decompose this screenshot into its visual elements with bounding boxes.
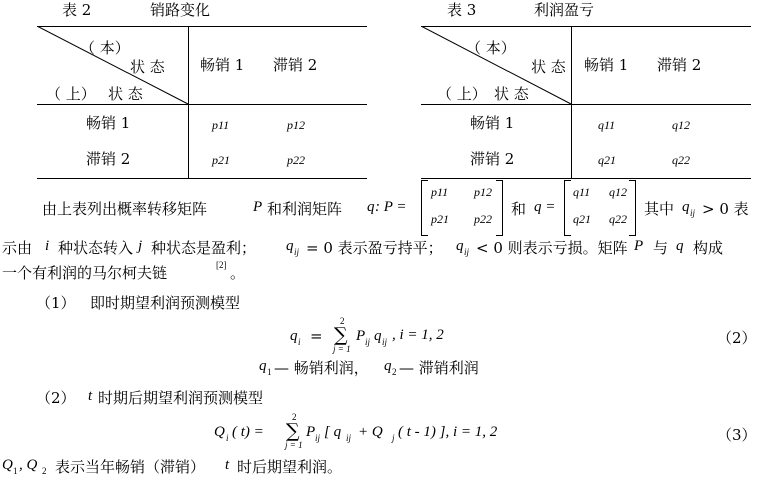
eq2-sum-top: 2 (340, 316, 345, 326)
table3-caption-title: 利润盈亏 (534, 1, 595, 19)
eq3-body2: + Q (358, 424, 383, 440)
para2-q1-sub: ij (294, 247, 300, 257)
eq2-tail: , i = 1, 2 (392, 327, 444, 343)
eq3-body-sub: ij (346, 433, 352, 443)
matrix-q-22: q22 (609, 212, 627, 226)
para1-text-c: 其中 (644, 200, 675, 218)
last-Q1: Q (2, 457, 13, 473)
section1-title: 即时期望利润预测模型 (90, 294, 241, 312)
eq2-q: q (374, 328, 382, 344)
table2-head-shang: （ 上） (46, 85, 96, 103)
table2-caption-title: 销路变化 (150, 1, 211, 19)
para2-text-b: 种状态转入 (58, 239, 134, 257)
eq3-number: （3） (717, 426, 757, 444)
matrix-q-12: q12 (609, 185, 627, 199)
matrix-p-21: p21 (431, 212, 449, 226)
last-t: t (225, 457, 230, 473)
table3-cell-q21: q21 (598, 153, 616, 167)
eq2-eq: = (310, 327, 323, 345)
para2-P: P (634, 238, 644, 254)
table3-cell-q12: q12 (672, 118, 690, 132)
table3-cell-q22: q22 (672, 153, 690, 167)
eq2-q-sub: ij (382, 337, 388, 347)
eq2-note-b: — 滞销利润 (399, 359, 479, 377)
para2-q2-sub: ij (464, 247, 470, 257)
para2-text-e: < 0 则表示亏损。矩阵 (476, 239, 628, 257)
para1-cond-sub: ij (690, 208, 696, 218)
table3-col2: 滞销 2 (657, 56, 702, 74)
matrix-q-11: q11 (573, 185, 591, 199)
eq2-number: （2） (717, 329, 757, 347)
table3-col1: 畅销 1 (584, 56, 629, 74)
para1-cond-q: q (682, 199, 690, 215)
para2-i: i (45, 238, 50, 254)
eq2-note-q1: q (259, 358, 267, 374)
para1-and: 和 (511, 200, 527, 218)
para1-text-b: 和利润矩阵 (267, 200, 343, 218)
para1-cond-rest: > 0 表 (702, 200, 749, 218)
last-text-a: 表示当年畅销（滞销） (55, 458, 206, 476)
table2-caption-no: 表 2 (62, 1, 92, 19)
eq3-body2-sub: j (392, 433, 395, 443)
table3-head-ben: （ 本） (466, 39, 516, 57)
para3-ref: [2] (216, 260, 227, 270)
para2-text-a: 示由 (2, 239, 33, 257)
eq3-body: [ q (324, 424, 342, 440)
table3-head-state-top: 状 态 (531, 58, 566, 76)
table2-row2: 滞销 2 (86, 150, 131, 168)
eq2-lhs-sub: i (298, 337, 301, 347)
eq3-sigma: ∑ (286, 420, 300, 442)
eq2-note-q1-sub: 1 (267, 367, 272, 377)
para2-text-g: 构成 (693, 239, 724, 257)
eq3-sum-top: 2 (292, 412, 297, 422)
table3-row1: 畅销 1 (470, 114, 515, 132)
table3-head-state-bottom: 状 态 (494, 85, 529, 103)
table3-cell-q11: q11 (598, 118, 616, 132)
eq3-P: P (306, 424, 316, 440)
eq3-sum-bottom: j = 1 (285, 440, 303, 450)
matrix-p-11: p11 (431, 185, 449, 199)
eq2-note-q2-sub: 2 (392, 367, 397, 377)
table2-head-state-top: 状 态 (130, 58, 165, 76)
para1-P: P (253, 199, 263, 215)
eq3-lhs-sub: i (226, 433, 229, 443)
para2-text-f: 与 (653, 239, 669, 257)
eq2-lhs: q (290, 328, 298, 344)
eq2-P-sub: ij (365, 337, 371, 347)
table3-caption-no: 表 3 (447, 1, 477, 19)
section2-number: （2） (36, 389, 76, 407)
para2-q2: q (456, 238, 464, 254)
section2-title: 时期后期望利润预测模型 (98, 389, 264, 407)
last-Q2: , Q (19, 457, 38, 473)
para1-q: q (367, 199, 375, 215)
last-Q2-sub: 2 (42, 466, 47, 476)
table2-head-state-bottom: 状 态 (108, 85, 143, 103)
section1-number: （1） (36, 294, 76, 312)
eq3-body3: ( t - 1) ], i = 1, 2 (398, 424, 498, 440)
table2-cell-p21: p21 (212, 153, 230, 167)
para2-j: j (138, 238, 143, 254)
last-text-b: 时后期望利润。 (237, 458, 343, 476)
table2-cell-p22: p22 (287, 153, 305, 167)
para2-text-c: 种状态是盈利； (151, 239, 257, 257)
eq2-sum-bottom: j = 1 (333, 344, 351, 354)
eq2-sigma: ∑ (334, 324, 348, 346)
para1-qeq: q = (534, 199, 556, 215)
table2-col2: 滞销 2 (273, 56, 318, 74)
eq3-lhs-arg: ( t) = (232, 424, 264, 440)
eq3-P-sub: ij (315, 433, 321, 443)
table2-row1: 畅销 1 (86, 114, 131, 132)
para2-q3: q (676, 238, 684, 254)
last-Q1-sub: 1 (13, 466, 18, 476)
para1-text-a: 由上表列出概率转移矩阵 (42, 200, 208, 218)
para1-colonP: : P = (375, 199, 407, 215)
eq2-note-q2: q (384, 358, 392, 374)
table3-row2: 滞销 2 (470, 150, 515, 168)
eq3-lhs: Q (214, 424, 225, 440)
matrix-q-21: q21 (573, 212, 591, 226)
matrix-p-22: p22 (474, 212, 492, 226)
para2-text-d: = 0 表示盈亏持平； (306, 239, 443, 257)
section2-t: t (88, 388, 93, 404)
table3-head-shang: （ 上） (437, 85, 487, 103)
table2-col1: 畅销 1 (200, 56, 245, 74)
matrix-p-12: p12 (474, 185, 492, 199)
para3-end: 。 (230, 264, 246, 282)
eq2-note-a: — 畅销利润， (274, 359, 369, 377)
eq2-P: P (356, 328, 366, 344)
table2-head-ben: （ 本） (80, 39, 130, 57)
para2-q1: q (286, 238, 294, 254)
table2-cell-p12: p12 (287, 118, 305, 132)
table2-cell-p11: p11 (212, 118, 230, 132)
para3-text: 一个有利润的马尔柯夫链 (2, 264, 168, 282)
